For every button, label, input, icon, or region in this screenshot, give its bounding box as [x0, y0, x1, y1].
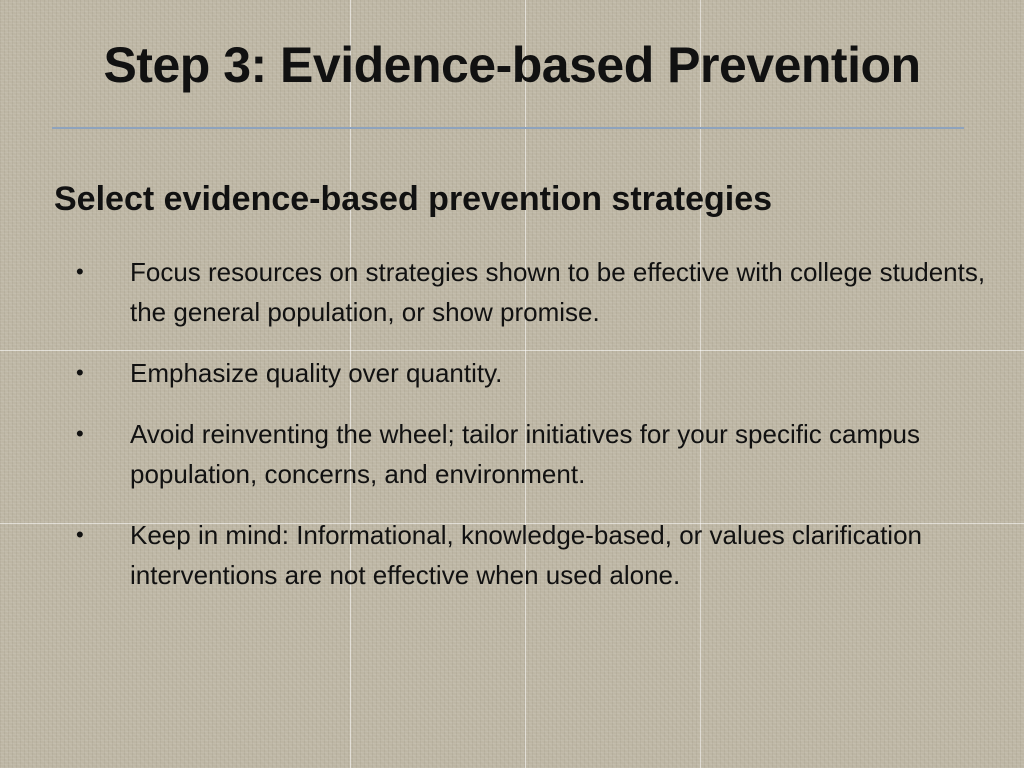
- bullet-point-icon: •: [76, 522, 84, 547]
- bullet-text: Emphasize quality over quantity.: [130, 358, 503, 388]
- slide-title: Step 3: Evidence-based Prevention: [103, 37, 921, 93]
- bullet-list: [76, 252, 996, 616]
- bullet-point-icon: •: [76, 259, 84, 284]
- title-divider: [52, 127, 964, 129]
- bullet-point-icon: •: [76, 421, 84, 446]
- bullet-text: Focus resources on strategies shown to be effective with college students, the general population, or show promise.: [130, 257, 986, 327]
- slide-subheading: Select evidence-based prevention strategies: [54, 180, 773, 218]
- bullet-item: [76, 252, 996, 332]
- bullet-item: [76, 414, 996, 494]
- bullet-text: Keep in mind: Informational, knowledge-based, or values clarification interventions are not effective when used alone.: [130, 520, 922, 590]
- bullet-point-icon: •: [76, 360, 84, 385]
- bullet-item: [76, 515, 996, 595]
- bullet-text: Avoid reinventing the wheel; tailor initiatives for your specific campus population, concerns, and environment.: [130, 419, 921, 489]
- bullet-item: [76, 353, 996, 393]
